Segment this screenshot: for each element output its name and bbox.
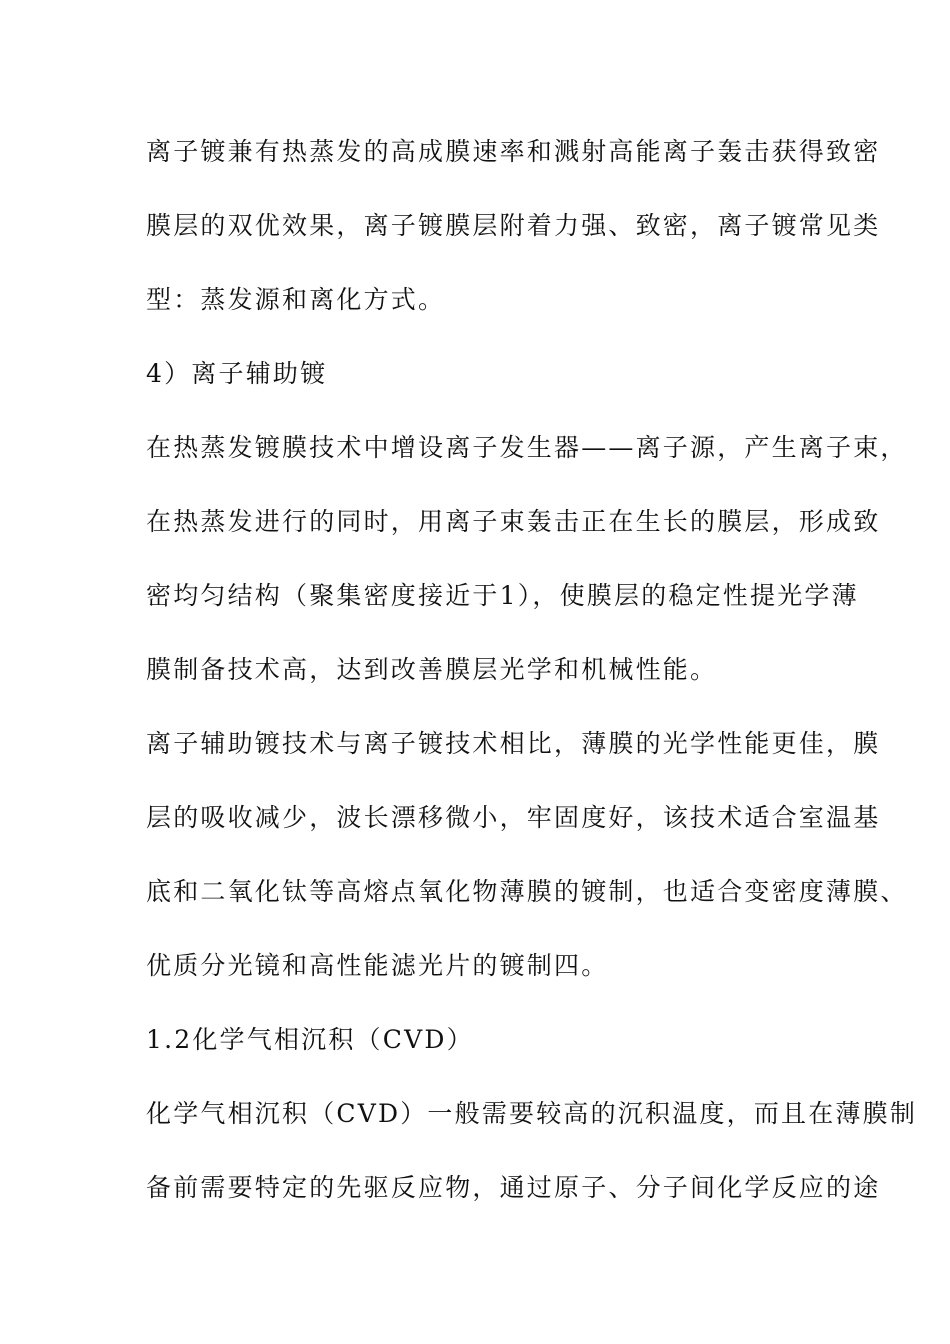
text-line-6: 在热蒸发进行的同时，用离子束轰击正在生长的膜层，形成致	[146, 507, 881, 536]
text-line-14: 化学气相沉积（CVD）一般需要较高的沉积温度，而且在薄膜制	[146, 1099, 918, 1128]
text-line-12: 优质分光镜和高性能滤光片的镀制四。	[146, 951, 609, 980]
text-line-10: 层的吸收减少，波长漂移微小，牢固度好，该技术适合室温基	[146, 803, 881, 832]
text-line-7: 密均匀结构（聚集密度接近于1），使膜层的稳定性提光学薄	[146, 581, 859, 610]
text-line-3: 型：蒸发源和离化方式。	[146, 285, 446, 314]
text-line-2: 膜层的双优效果，离子镀膜层附着力强、致密，离子镀常见类	[146, 211, 881, 240]
text-line-15: 备前需要特定的先驱反应物，通过原子、分子间化学反应的途	[146, 1173, 881, 1202]
text-line-5: 在热蒸发镀膜技术中增设离子发生器——离子源，产生离子束，	[146, 433, 908, 462]
section-heading-cvd: 1.2化学气相沉积（CVD）	[146, 1025, 474, 1054]
text-line-9: 离子辅助镀技术与离子镀技术相比，薄膜的光学性能更佳，膜	[146, 729, 881, 758]
text-line-11: 底和二氧化钛等高熔点氧化物薄膜的镀制，也适合变密度薄膜、	[146, 877, 908, 906]
section-heading-ion-assisted: 4）离子辅助镀	[146, 359, 328, 388]
text-line-8: 膜制备技术高，达到改善膜层光学和机械性能。	[146, 655, 718, 684]
text-line-1: 离子镀兼有热蒸发的高成膜速率和溅射高能离子轰击获得致密	[146, 137, 881, 166]
